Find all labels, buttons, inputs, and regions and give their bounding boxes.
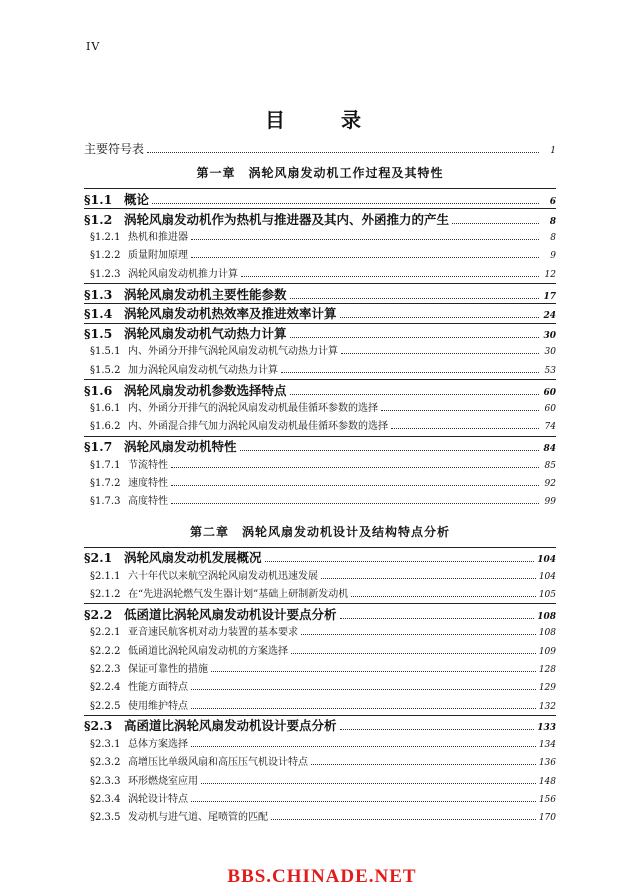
leader-dots (241, 276, 539, 277)
toc-entry-number: §1.4 (84, 306, 113, 322)
toc-entry-label: 发动机与进气道、尾喷管的匹配 (128, 812, 268, 824)
toc-entry-label: 涡轮风扇发动机推力计算 (128, 268, 238, 280)
toc-entry-number: §2.1.2 (90, 588, 121, 600)
leader-dots (452, 223, 539, 224)
toc-entry-number: §1.6 (84, 382, 113, 398)
toc-entry-number: §1.6.2 (90, 421, 121, 433)
toc-entry-page: 109 (538, 646, 556, 657)
toc-entry-number: §1.2.2 (90, 250, 121, 262)
toc-entry[interactable] (84, 304, 556, 322)
toc-entry-label: 涡轮风扇发动机主要性能参数 (124, 286, 287, 302)
toc-entry[interactable] (84, 567, 556, 585)
toc-entry-number: §2.2.3 (90, 663, 121, 675)
toc-entry-page: 133 (537, 723, 556, 734)
chapter-heading: 第二章 涡轮风扇发动机设计及结构特点分析 (189, 524, 450, 539)
toc-entry[interactable] (84, 716, 556, 734)
leader-dots (191, 746, 536, 747)
toc-entry-number: §2.3.3 (90, 775, 121, 787)
leader-dots (265, 561, 535, 562)
toc-entry[interactable] (84, 210, 556, 228)
leader-dots (201, 783, 536, 784)
toc-entry-label: 涡轮风扇发动机作为热机与推进器及其内、外函推力的产生 (124, 211, 450, 227)
leader-dots (351, 596, 536, 597)
toc-entry-page: 17 (543, 291, 556, 302)
toc-entry[interactable] (84, 399, 556, 417)
toc-entry[interactable] (84, 605, 556, 623)
chapter-1-entries (84, 188, 556, 510)
toc-entry-label: 使用维护特点 (128, 700, 188, 712)
toc-entry-number: §2.2.5 (90, 700, 121, 712)
toc-entry[interactable] (84, 437, 556, 455)
toc-entry-page: 134 (538, 739, 556, 750)
leader-dots (301, 634, 536, 635)
toc-entry-page: 136 (538, 758, 556, 769)
toc-entry[interactable] (84, 456, 556, 474)
toc-entry[interactable] (84, 228, 556, 246)
toc-entry-page: 108 (538, 628, 556, 639)
toc-entry-number: §1.7.1 (90, 459, 121, 471)
toc-entry-label: 高度特性 (128, 496, 168, 508)
toc-entry-number: §1.7.2 (90, 477, 121, 489)
toc-entry-label: 涡轮风扇发动机发展概况 (124, 550, 262, 566)
toc-entry[interactable] (84, 474, 556, 492)
leader-dots (191, 689, 536, 690)
toc-entry-label: 环形燃烧室应用 (128, 775, 198, 787)
watermark: BBS.CHINADE.NET (227, 866, 417, 887)
toc-entry-page: 156 (538, 795, 556, 806)
toc-entry-label: 节流特性 (128, 459, 168, 471)
leader-dots (191, 257, 539, 258)
leader-dots (152, 203, 539, 204)
toc-entry-number: §1.3 (84, 286, 113, 302)
toc-entry-page: 24 (543, 311, 556, 322)
page-title: 目 录 (265, 108, 379, 132)
toc-entry-label: 加力涡轮风扇发动机气动热力计算 (128, 364, 278, 376)
toc-entry-page: 132 (538, 701, 556, 712)
toc-entry[interactable] (84, 324, 556, 342)
toc-entry-number: §1.2.3 (90, 268, 121, 280)
toc-entry-number: §2.1.1 (90, 570, 121, 582)
leader-dots (391, 428, 539, 429)
toc-entry[interactable] (84, 660, 556, 678)
page-number: IV (86, 40, 101, 53)
toc-entry-page: 148 (538, 776, 556, 787)
toc-entry-page: 92 (544, 478, 556, 489)
toc-entry-page: 85 (544, 460, 556, 471)
toc-entry-label: 保证可靠性的措施 (128, 663, 208, 675)
toc-entry[interactable] (84, 342, 556, 360)
toc-entry-page: 8 (550, 232, 556, 243)
toc-entry-page: 53 (544, 365, 556, 376)
toc-entry-label: 涡轮设计特点 (128, 794, 188, 806)
toc-entry-page: 60 (543, 387, 556, 398)
toc-entry-page: 104 (537, 555, 556, 566)
toc-entry-label: 主要符号表 (84, 142, 145, 156)
toc-entry-page: 12 (544, 269, 556, 280)
toc-entry-page: 129 (538, 683, 556, 694)
leader-dots (211, 671, 536, 672)
toc-entry-label: 涡轮风扇发动机参数选择特点 (124, 382, 287, 398)
toc-entry-page: 30 (544, 347, 556, 358)
leader-dots (171, 467, 539, 468)
toc-entry-page: 74 (544, 422, 556, 433)
toc-entry-page: 8 (549, 216, 556, 227)
leader-dots (271, 819, 536, 820)
toc-entry-number: §1.2 (84, 211, 113, 227)
toc-entry-label: 亚音速民航客机对动力装置的基本要求 (128, 627, 298, 639)
toc-entry[interactable] (84, 753, 556, 771)
toc-entry[interactable] (84, 285, 556, 303)
toc-entry[interactable] (84, 265, 556, 283)
toc-entry-number: §1.1 (84, 191, 113, 207)
toc-entry-page: 6 (549, 196, 556, 207)
leader-dots (191, 801, 536, 802)
toc-entry[interactable] (84, 697, 556, 715)
toc-entry-label: 质量附加原理 (128, 250, 188, 262)
toc-entry-page: 105 (538, 589, 556, 600)
toc-entry-number: §2.3.5 (90, 812, 121, 824)
toc-entry[interactable] (84, 735, 556, 753)
toc-entry-number: §2.2.4 (90, 682, 121, 694)
toc-entry-number: §2.2.2 (90, 645, 121, 657)
toc-entry-page: 108 (537, 611, 556, 622)
leader-dots (311, 764, 536, 765)
toc-entry-label: 总体方案选择 (128, 738, 188, 750)
leader-dots (290, 298, 539, 299)
chapter-heading: 第一章 涡轮风扇发动机工作过程及其特性 (196, 166, 444, 181)
leader-dots (340, 317, 539, 318)
toc-entry-label: 在“先进涡轮燃气发生器计划”基础上研制新发动机 (128, 588, 349, 600)
toc-entry-page: 1 (550, 146, 556, 156)
toc-entry-label: 内、外函分开排气的涡轮风扇发动机最佳循环参数的选择 (128, 403, 378, 415)
leader-dots (191, 708, 536, 709)
toc-entry-number: §2.3.4 (90, 794, 121, 806)
toc-entry-number: §1.2.1 (90, 231, 121, 243)
chapter-2-entries (84, 547, 556, 827)
leader-dots (381, 410, 539, 411)
toc-entry-number: §2.2.1 (90, 627, 121, 639)
leader-dots (290, 337, 539, 338)
toc-entry[interactable] (84, 246, 556, 264)
toc-entry-label: 低函道比涡轮风扇发动机设计要点分析 (124, 606, 337, 622)
toc-entry[interactable] (84, 772, 556, 790)
toc-entry[interactable] (84, 190, 556, 208)
leader-dots (240, 450, 539, 451)
toc-entry-page: 30 (543, 331, 556, 342)
leader-dots (171, 503, 539, 504)
toc-entry-number: §1.7 (84, 439, 113, 455)
toc-entry-label: 内、外函混合排气加力涡轮风扇发动机最佳循环参数的选择 (128, 421, 388, 433)
leader-dots (191, 239, 539, 240)
toc-entry-page: 84 (543, 444, 556, 455)
toc-entry-page: 128 (538, 664, 556, 675)
leader-dots (171, 485, 539, 486)
toc-entry-number: §2.3 (84, 718, 113, 734)
leader-dots (291, 653, 536, 654)
leader-dots (290, 394, 539, 395)
toc-entry-page: 104 (538, 571, 556, 582)
toc-entry-page: 60 (544, 404, 556, 415)
toc-entry-number: §2.3.1 (90, 738, 121, 750)
toc-entry[interactable] (84, 678, 556, 696)
leader-dots (340, 729, 535, 730)
toc-entry-label: 性能方面特点 (128, 682, 188, 694)
toc-entry[interactable] (84, 548, 556, 566)
table-of-contents (84, 140, 556, 827)
toc-entry-label: 六十年代以来航空涡轮风扇发动机迅速发展 (128, 570, 318, 582)
toc-entry-label: 涡轮风扇发动机特性 (124, 439, 237, 455)
toc-entry-label: 概论 (124, 191, 150, 207)
toc-entry[interactable] (84, 585, 556, 603)
toc-entry[interactable] (84, 492, 556, 510)
leader-dots (341, 353, 539, 354)
toc-entry-number: §1.5.2 (90, 364, 121, 376)
toc-entry-label: 高函道比涡轮风扇发动机设计要点分析 (124, 718, 337, 734)
toc-entry[interactable] (84, 642, 556, 660)
toc-entry[interactable] (84, 623, 556, 641)
toc-entry-number: §2.3.2 (90, 757, 121, 769)
toc-entry-number: §2.1 (84, 550, 113, 566)
leader-dots (321, 578, 536, 579)
toc-entry-number: §2.2 (84, 606, 113, 622)
leader-dots (340, 618, 535, 619)
toc-entry-label: 热机和推进器 (128, 231, 188, 243)
toc-entry-label: 涡轮风扇发动机气动热力计算 (124, 326, 287, 342)
toc-entry-number: §1.7.3 (90, 496, 121, 508)
toc-entry[interactable] (84, 417, 556, 435)
toc-entry-page: 99 (544, 497, 556, 508)
toc-entry-page: 9 (550, 251, 556, 262)
toc-entry-label: 速度特性 (128, 477, 168, 489)
leader-dots (281, 372, 539, 373)
toc-entry-page: 170 (538, 813, 556, 824)
toc-entry[interactable] (84, 381, 556, 399)
leader-dots (147, 152, 539, 153)
toc-entry-symbols[interactable] (84, 140, 556, 158)
toc-entry[interactable] (84, 790, 556, 808)
toc-entry-label: 低函道比涡轮风扇发动机的方案选择 (128, 645, 288, 657)
toc-entry-label: 高增压比单级风扇和高压压气机设计特点 (128, 757, 308, 769)
toc-entry-label: 涡轮风扇发动机热效率及推进效率计算 (124, 306, 337, 322)
toc-entry-number: §1.5.1 (90, 346, 121, 358)
toc-entry[interactable] (84, 808, 556, 826)
toc-entry-number: §1.6.1 (90, 403, 121, 415)
toc-entry[interactable] (84, 361, 556, 379)
toc-entry-label: 内、外函分开排气涡轮风扇发动机气动热力计算 (128, 346, 338, 358)
toc-entry-number: §1.5 (84, 326, 113, 342)
